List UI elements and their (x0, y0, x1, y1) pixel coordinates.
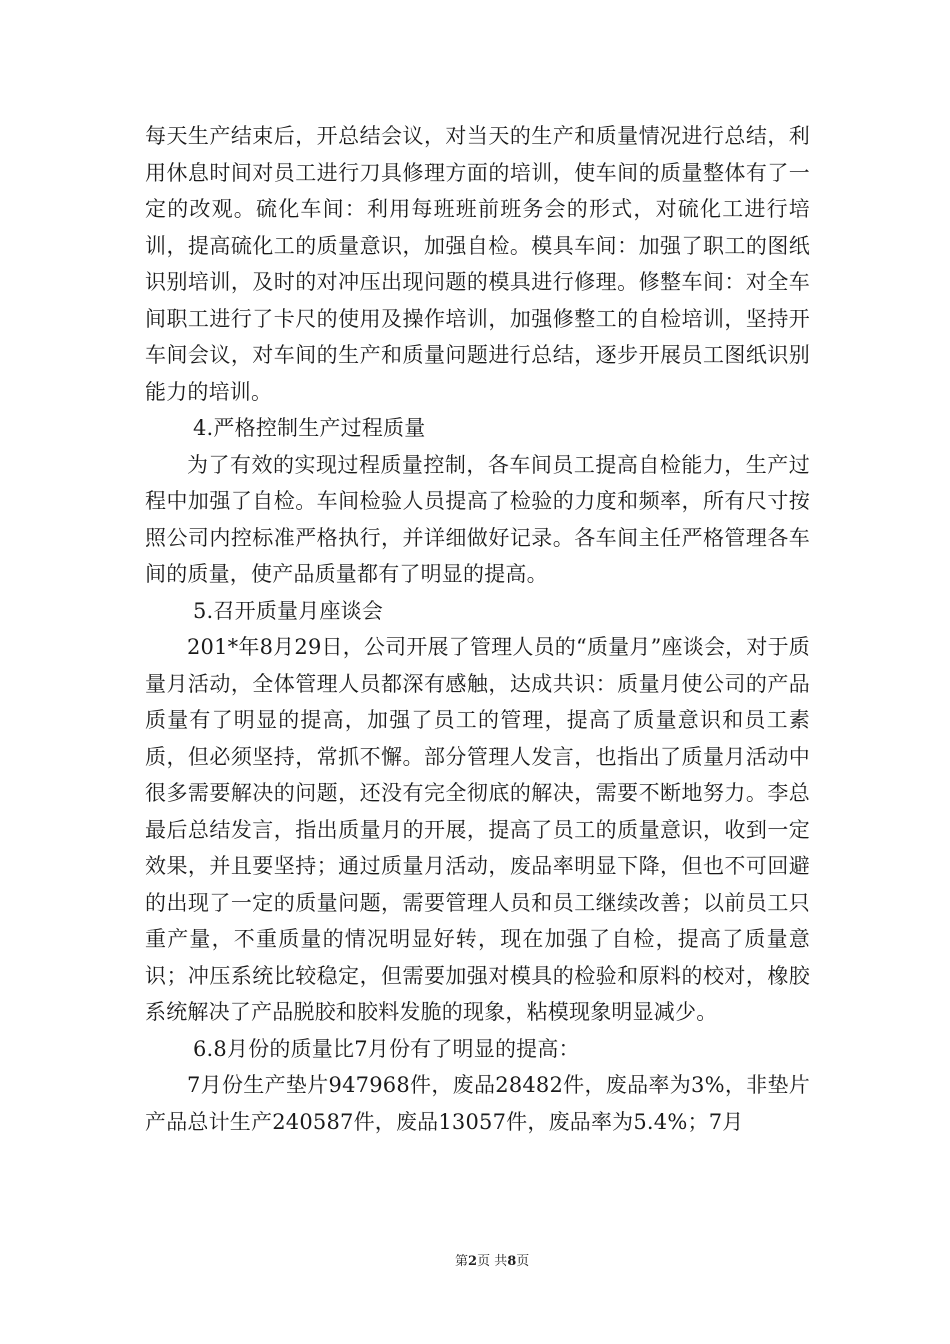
paragraph-workshop-training: 每天生产结束后，开总结会议，对当天的生产和质量情况进行总结，利用休息时间对员工进行刀具修理方面的培训，使车间的质量整体有了一定的改观。硫化车间：利用每班班前班务会的形式，对硫化工进行培训，提高硫化工的质量意识，加强自检。模具车间：加强了职工的图纸识别培训，及时的对冲压出现问题的模具进行修理。修整车间：对全车间职工进行了卡尺的使用及操作培训，加强修整工的自检培训，坚持开车间会议，对车间的生产和质量问题进行总结，逐步开展员工图纸识别能力的培训。 (145, 124, 810, 404)
section-heading-6: 6.8月份的质量比7月份有了明显的提高： (193, 1036, 580, 1061)
footer-total-pages: 8 (507, 1254, 517, 1269)
document-body (145, 118, 810, 1140)
paragraph-process-quality: 为了有效的实现过程质量控制，各车间员工提高自检能力，生产过程中加强了自检。车间检验人员提高了检验的力度和频率，所有尺寸按照公司内控标准严格执行，并详细做好记录。各车间主任严格管理各车间的质量，使产品质量都有了明显的提高。 (145, 452, 810, 586)
section-heading-5: 5.召开质量月座谈会 (193, 598, 384, 623)
footer-suffix: 页 (516, 1254, 530, 1269)
paragraph-july-statistics: 7月份生产垫片947968件，废品28482件，废品率为3%，非垫片产品总计生产240587件，废品13057件，废品率为5.4%；7月 (145, 1073, 810, 1134)
section-heading-4: 4.严格控制生产过程质量 (193, 416, 426, 440)
footer-page-number: 2 (468, 1254, 478, 1269)
page-footer (0, 1250, 950, 1269)
footer-middle: 页 共 (477, 1254, 508, 1269)
footer-prefix: 第 (455, 1254, 469, 1269)
paragraph-quality-month-meeting: 201*年8月29日，公司开展了管理人员的“质量月”座谈会，对于质量月活动，全体管理人员都深有感触，达成共识：质量月使公司的产品质量有了明显的提高，加强了员工的管理，提高了质量意识和员工素质，但必须坚持，常抓不懈。部分管理人发言，也指出了质量月活动中很多需要解决的问题，还没有完全彻底的解决，需要不断地努力。李总最后总结发言，指出质量月的开展，提高了员工的质量意识，收到一定效果，并且要坚持；通过质量月活动，废品率明显下降，但也不可回避的出现了一定的质量问题，需要管理人员和员工继续改善；以前员工只重产量，不重质量的情况明显好转，现在加强了自检，提高了质量意识；冲压系统比较稳定，但需要加强对模具的检验和原料的校对，橡胶系统解决了产品脱胶和胶料发脆的现象，粘模现象明显减少。 (145, 635, 810, 1024)
